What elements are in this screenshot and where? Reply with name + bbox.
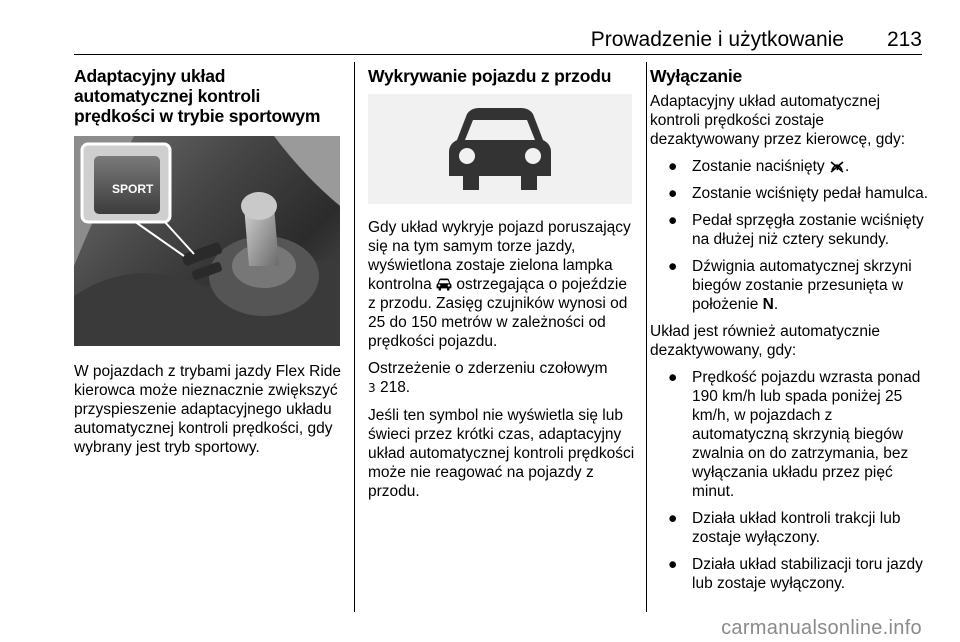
vehicle-ahead-figure [368, 94, 632, 204]
paragraph-sport-mode: W pojazdach z trybami jazdy Flex Ride kierowca może nieznacznie zwiększyć przyspieszenie adaptacyjnego układu automatycznej kontroli prędkości, gdy wybrany jest tryb sportowy. [74, 363, 342, 456]
column-left [74, 62, 342, 465]
section-heading-deactivation: Wyłączanie [650, 66, 743, 86]
list-item-text-end: . [845, 158, 850, 175]
page-title: Prowadzenie i użytkowanie [590, 28, 844, 51]
list-item-text: Zostanie wciśnięty pedał hamulca. [692, 185, 929, 202]
column-divider [354, 62, 355, 612]
auto-deactivation-list [650, 368, 932, 593]
collision-warning-text: Ostrzeżenie o zderzeniu czołowym [368, 360, 608, 377]
list-item-text: Działa układ stabilizacji toru jazdy lub zostaje wyłączony. [692, 556, 923, 592]
paragraph-symbol-note: Jeśli ten symbol nie wyświetla się lub świeci przez krótki czas, adaptacyjny układ automatycznej kontroli prędkości może nie reagować na pojazdy z przodu. [368, 407, 635, 500]
gear-position-n: N [762, 296, 774, 313]
page-header [74, 26, 922, 55]
list-item [650, 211, 932, 249]
sport-button-label: SPORT [112, 182, 154, 196]
bullet-glyph: ● [668, 185, 678, 202]
list-item [650, 368, 932, 501]
page-number: 213 [886, 28, 922, 51]
vehicle-ahead-indicator-icon [436, 278, 452, 291]
bullet-glyph: ● [668, 158, 678, 175]
list-item [650, 509, 932, 547]
column-middle [368, 62, 636, 509]
paragraph-detection-text: Gdy układ wykryje pojazd poruszający się na tym samym torze jazdy, wyświetlona zostaje zielona lampka kontrolna [368, 219, 631, 293]
list-item-text: Prędkość pojazdu wzrasta ponad 190 km/h lub spada poniżej 25 km/h, w pojazdach z automatyczną skrzynią biegów zwalnia on do zatrzymania, bez wyłączania układu przez pięć minut. [692, 369, 921, 500]
bullet-glyph: ● [668, 369, 678, 386]
driver-deactivation-list [650, 157, 932, 314]
bullet-glyph: ● [668, 556, 678, 573]
paragraph-deactivation-intro: Adaptacyjny układ automatycznej kontroli prędkości zostaje dezaktywowany przez kierowcę, gdy: [650, 93, 906, 148]
list-item-text-end: . [773, 296, 779, 313]
paragraph-detection-text-cont: ostrzegająca o pojeździe z przodu. Zasięg czujników wynosi od 25 do 150 metrów w zależności od prędkości pojazdu. [368, 276, 628, 350]
list-item [650, 257, 932, 314]
list-item [650, 184, 932, 203]
paragraph-collision-warning [368, 359, 636, 398]
page-reference[interactable]: 218. [375, 379, 411, 396]
sport-button-photo [74, 136, 340, 346]
cruise-cancel-icon [829, 160, 845, 173]
section-heading-vehicle-ahead: Wykrywanie pojazdu z przodu [368, 66, 612, 86]
gear-console-illustration [74, 136, 340, 346]
list-item-text: Działa układ kontroli trakcji lub zostaje wyłączony. [692, 510, 901, 546]
column-right [650, 62, 932, 601]
list-item-text: Zostanie naciśnięty [692, 158, 829, 175]
section-heading-sport-mode: Adaptacyjny układ automatycznej kontroli prędkości w trybie sportowym [74, 66, 321, 126]
column-divider [646, 62, 647, 612]
page-reference-arrow: 3 [368, 381, 376, 395]
bullet-glyph: ● [668, 258, 678, 275]
paragraph-detection [368, 218, 636, 351]
paragraph-auto-deactivation-intro: Układ jest również automatycznie dezaktywowany, gdy: [650, 323, 881, 359]
list-item [650, 555, 932, 593]
list-item-text: Pedał sprzęgła zostanie wciśnięty na dłużej niż cztery sekundy. [692, 212, 924, 248]
car-front-icon [445, 106, 555, 192]
bullet-glyph: ● [668, 212, 678, 229]
list-item [650, 157, 932, 176]
list-item-text: Dźwignia automatycznej skrzyni biegów zostanie przesunięta w położenie [692, 258, 912, 313]
bullet-glyph: ● [668, 510, 678, 527]
watermark: carmanualsonline.info [721, 617, 922, 639]
